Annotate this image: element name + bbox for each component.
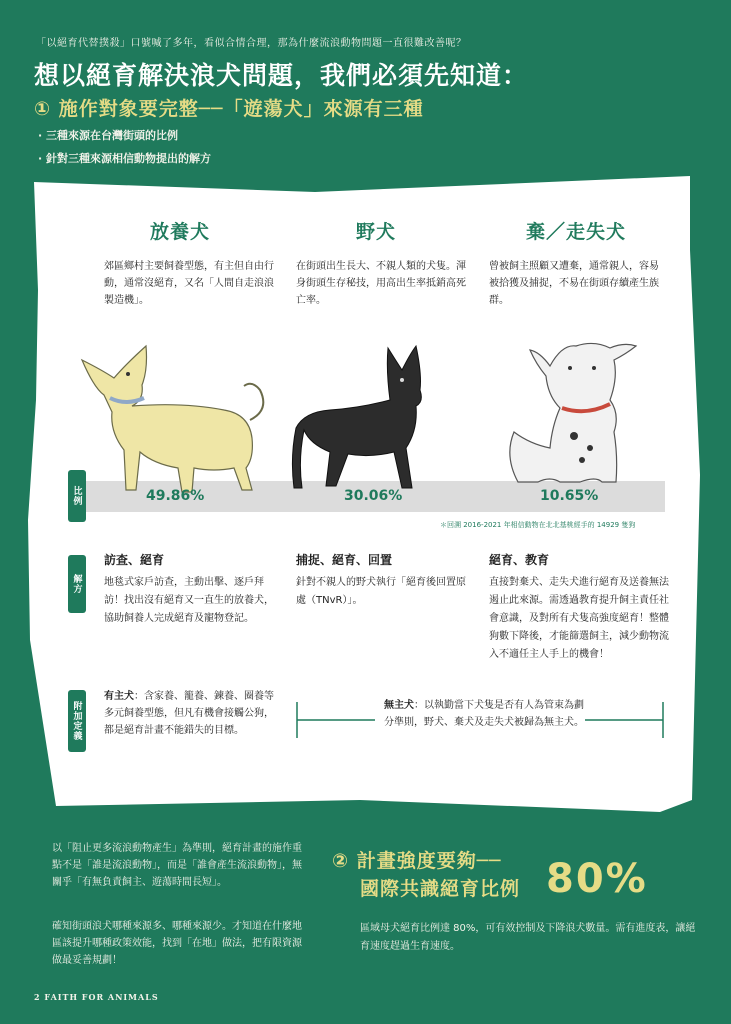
percent-feral: 30.06% [344,488,403,504]
sterilization-target-percent: 80% [546,856,648,902]
column-heading-free-roaming: 放養犬 [149,221,210,243]
solution-title: 訪查、絕育 [104,553,165,567]
bottom-paragraph: 確知街頭浪犬哪種來源多、哪種來源少。才知道在什麼地區該提升哪種政策效能，找到「在地」做法，把有限資源做最妥善規劃！ [52,921,302,966]
row-tab-definition: 附加定義 [68,690,86,752]
solution-description: 直接對棄犬、走失犬進行絕育及送養無法遏止此來源。需透過教育提升飼主責任社會意識，及對所有犬隻高強度絕育！整體狗數下降後，才能篩選飼主，減少動物流入不適任主人手上的機會！ [489,577,669,660]
bullet-item: · 三種來源在台灣街頭的比例 [38,129,179,142]
column-description: 郊區鄉村主要飼養型態，有主但自由行動，通常沒絕育，又名「人間自走浪浪製造機」。 [104,261,274,306]
column-heading-abandoned: 棄／走失犬 [525,221,626,243]
solution-description: 針對不親人的野犬執行「絕育後回置原處（TNvR）」。 [296,577,466,606]
column-description: 曾被飼主照顧又遭棄，通常親人，容易被拾獲及捕捉，不易在街頭存續產生族群。 [489,261,659,306]
percent-free-roaming: 49.86% [146,488,205,504]
abandoned-dog-illustration [490,336,660,500]
percent-abandoned: 10.65% [540,488,599,504]
solution-description: 地毯式家戶訪查，主動出擊、逐戶拜訪！找出沒有絕育又一直生的放養犬，協助飼養人完成絕育及寵物登記。 [104,577,274,624]
section2-subtitle: 國際共識絕育比例 [360,878,521,900]
free-roaming-dog-illustration [74,340,274,500]
definition-term: 有主犬 [104,691,134,702]
main-title: 想以絕育解決浪犬問題，我們必須先知道： [34,61,529,90]
section2-title: ② 計畫強度要夠── [332,850,502,872]
row-tab-solution: 解方 [68,555,86,613]
row-tab-ratio: 比例 [68,470,86,522]
section2-description: 區域母犬絕育比例達 80%，可有效控制及下降浪犬數量。需有進度表，讓絕育速度趕過生育速度。 [360,923,696,952]
definition-owned: 有主犬：含家養、籠養、鍊養、圈養等多元飼養型態，但凡有機會接觸公狗，都是絕育計畫不能錯失的目標。 [104,691,274,736]
definition-ownerless: 無主犬：以執勤當下犬隻是否有人為管束為劃分準則，野犬、棄犬及走失犬被歸為無主犬。 [384,700,584,728]
feral-dog-illustration [290,340,450,500]
page-footer: 2 FAITH FOR ANIMALS [34,992,159,1002]
solution-title: 捕捉、絕育、回置 [296,553,393,567]
bottom-paragraph: 以「阻止更多流浪動物產生」為準則，絕育計畫的施作重點不是「誰是流浪動物」，而是「誰會產生流浪動物」，無關乎「有無負責飼主、遊蕩時間長短」。 [52,843,302,888]
header-note: 「以絕育代替撲殺」口號喊了多年，看似合情合理，那為什麼流浪動物問題一直很難改善呢？ [36,38,467,49]
source-note: ＊回溯 2016-2021 年相信動物在北北基桃經手的 14929 隻狗 [440,521,636,529]
column-heading-feral: 野犬 [355,221,396,243]
section1-title: ① 施作對象要完整──「遊蕩犬」來源有三種 [34,98,424,120]
solution-title: 絕育、教育 [489,553,550,567]
solution-feral [296,551,471,610]
solution-free-roaming [104,551,279,628]
solution-abandoned [489,551,669,664]
column-description: 在街頭出生長大、不親人類的犬隻。渾身街頭生存秘技，用高出生率抵銷高死亡率。 [296,261,466,306]
bullet-item: · 針對三種來源相信動物提出的解方 [38,152,212,165]
definition-term: 無主犬 [384,700,414,711]
